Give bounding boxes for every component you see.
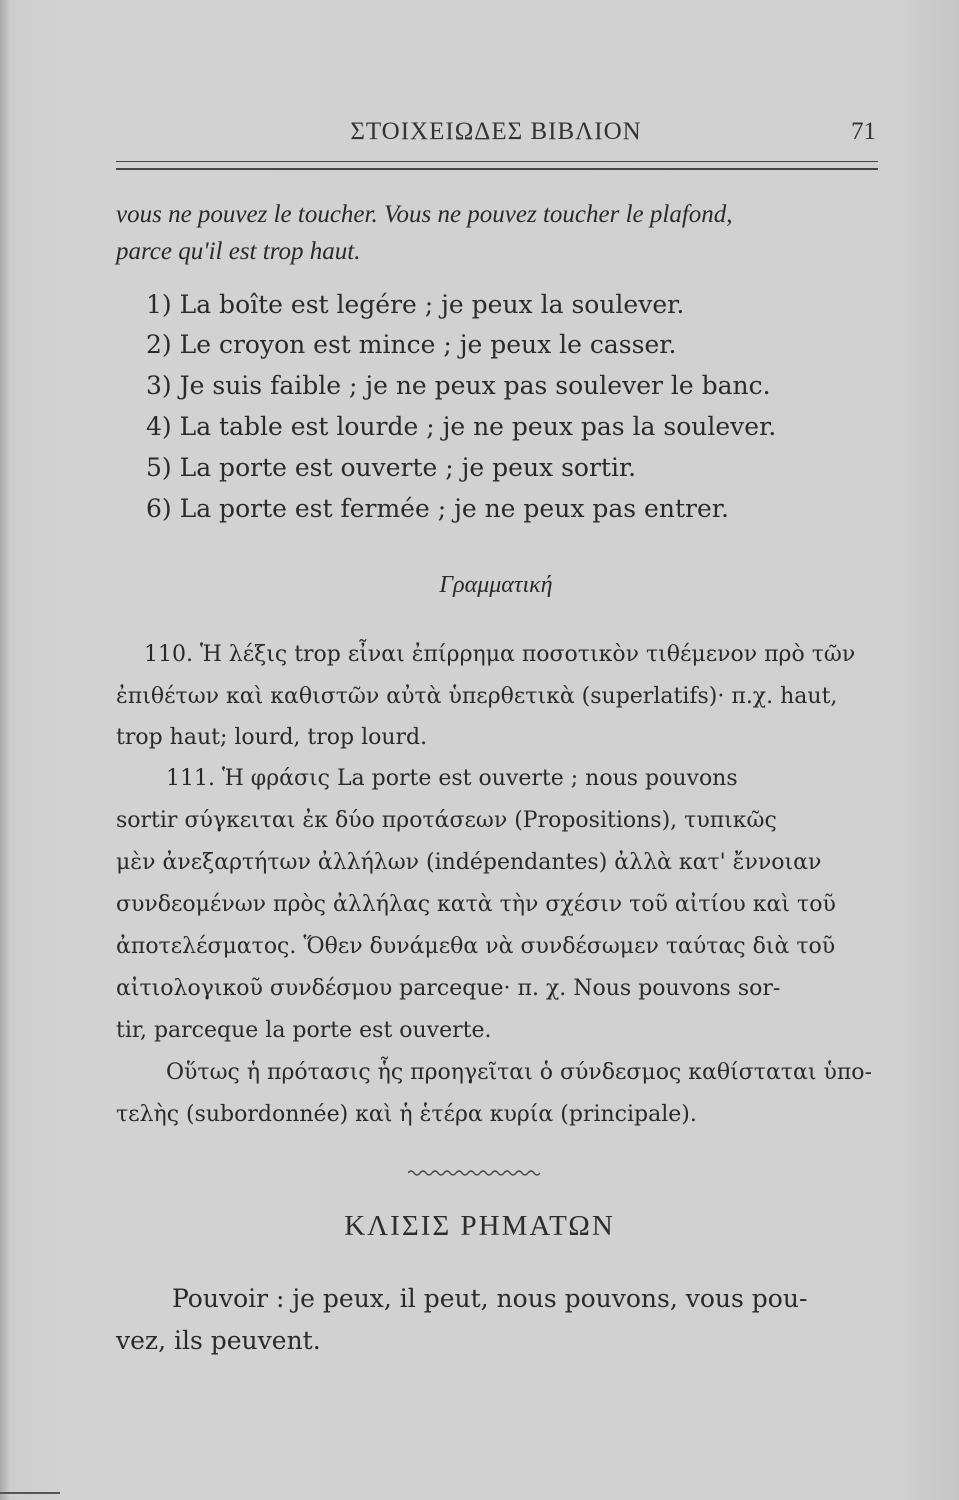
paragraph-line: 110. Ἡ λέξις trop εἶναι ἐπίρρημα ποσοτικὸν τιθέμενον πρὸ τῶν	[144, 642, 856, 667]
paragraph-line: Οὕτως ἡ πρότασις ἧς προηγεῖται ὁ σύνδεσμος καθίσταται ὑπο-	[166, 1060, 872, 1085]
exercise-item: 2) Le croyon est mince ; je peux le casser.	[146, 330, 677, 359]
paragraph-line: συνδεομένων πρὸς ἀλλήλας κατὰ τὴν σχέσιν τοῦ αἰτίου καὶ τοῦ	[116, 892, 836, 917]
header-rule	[116, 161, 878, 170]
paragraph-line: τελὴς (subordonnée) καὶ ἡ ἑτέρα κυρία (principale).	[116, 1102, 697, 1127]
exercise-item: 6) La porte est fermée ; je ne peux pas entrer.	[146, 494, 729, 523]
paragraph-line: tir, parceque la porte est ouverte.	[116, 1018, 492, 1043]
intro-line: vous ne pouvez le toucher. Vous ne pouvez toucher le plafond,	[116, 201, 733, 228]
paragraph-line: ἀποτελέσματος. Ὅθεν δυνάμεθα νὰ συνδέσωμεν ταύτας διὰ τοῦ	[116, 934, 836, 959]
conjugation-line: Pouvoir : je peux, il peut, nous pouvons, vous pou-	[172, 1284, 808, 1313]
paragraph-line: sortir σύγκειται ἐκ δύο προτάσεων (Propositions), τυπικῶς	[116, 808, 777, 833]
page-header	[116, 118, 876, 158]
paragraph-line: αἰτιολογικοῦ συνδέσμου parceque· π. χ. Nous pouvons sor-	[116, 976, 781, 1001]
page-edge-mark	[0, 1492, 60, 1500]
section-title: ΚΛΙΣΙΣ ΡΗΜΑΤΩΝ	[344, 1210, 615, 1242]
grammar-heading-row	[116, 566, 876, 606]
exercise-item: 3) Je suis faible ; je ne peux pas soulever le banc.	[146, 371, 771, 400]
running-title: ΣΤΟΙΧΕΙΩΔΕΣ ΒΙΒΛΙΟΝ	[350, 118, 642, 145]
page-number: 71	[851, 118, 876, 145]
intro-line: parce qu'il est trop haut.	[116, 238, 361, 265]
paragraph-line: trop haut; lourd, trop lourd.	[116, 725, 428, 750]
paragraph-line: μὲν ἀνεξαρτήτων ἀλλήλων (indépendantes) ἀλλὰ κατ' ἔννοιαν	[116, 850, 822, 875]
exercise-item: 5) La porte est ouverte ; je peux sortir.	[146, 453, 637, 482]
conjugation-line: vez, ils peuvent.	[116, 1326, 321, 1355]
paragraph-line: 111. Ἡ φράσις La porte est ouverte ; nous pouvons	[166, 766, 738, 791]
paragraph-line: ἐπιθέτων καὶ καθιστῶν αὐτὰ ὑπερθετικὰ (superlatifs)· π.χ. haut,	[116, 684, 838, 709]
grammar-heading: Γραμματική	[439, 572, 553, 598]
exercise-item: 1) La boîte est legére ; je peux la soulever.	[146, 290, 685, 319]
exercise-item: 4) La table est lourde ; je ne peux pas la soulever.	[146, 412, 777, 441]
ornament-divider	[408, 1168, 544, 1178]
